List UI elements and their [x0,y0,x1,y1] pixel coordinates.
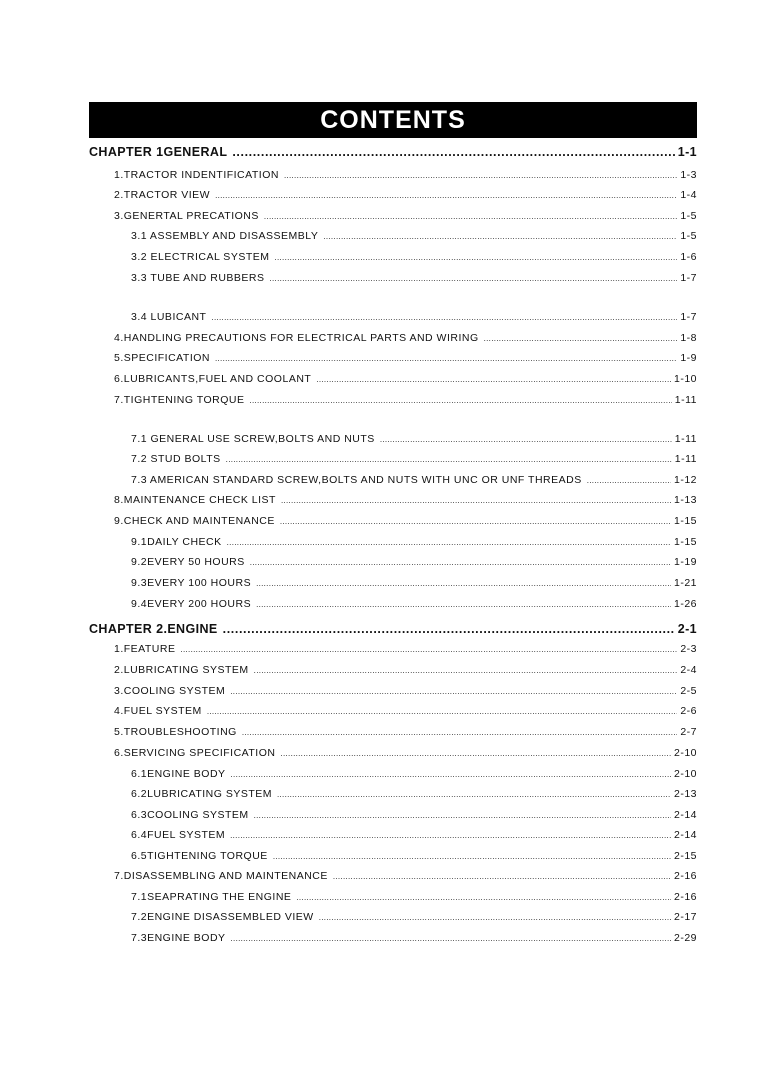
toc-entry[interactable] [114,394,697,406]
toc-entry-label: 8.MAINTENANCE CHECK LIST [114,494,276,506]
toc-entry[interactable] [131,536,697,548]
toc-entry-page: 2-14 [673,829,697,841]
dot-leader [274,253,677,262]
toc-entry[interactable] [131,474,697,486]
dot-leader [273,852,671,861]
dot-leader [180,645,677,654]
toc-entry-page: 1-11 [674,394,697,406]
toc-entry-label: 7.3ENGINE BODY [131,932,226,944]
dot-leader [231,770,671,779]
toc-entry-label: 6.4FUEL SYSTEM [131,829,226,841]
dot-leader [254,811,671,820]
dot-leader [323,232,677,241]
dot-leader [226,455,672,464]
toc-entry-page: 1-19 [673,556,697,568]
toc-entry[interactable] [131,829,697,841]
dot-leader [230,831,671,840]
toc-entry-label: 4.HANDLING PRECAUTIONS FOR ELECTRICAL PARTS AND WIRING [114,332,479,344]
toc-entry-label: 6.5TIGHTENING TORQUE [131,850,268,862]
toc-entry-label: 7.3 AMERICAN STANDARD SCREW,BOLTS AND NUTS WITH UNC OR UNF THREADS [131,474,582,486]
toc-entry-page: 2-1 [677,622,697,636]
toc-entry-label: 9.1DAILY CHECK [131,536,222,548]
toc-entry-page: 2-17 [673,911,697,923]
toc-entry-page: 2-3 [680,643,697,655]
dot-leader [256,600,671,609]
toc-entry-page: 1-13 [673,494,697,506]
toc-entry-label: 7.1 GENERAL USE SCREW,BOLTS AND NUTS [131,433,375,445]
toc-entry-page: 2-10 [673,768,697,780]
toc-entry[interactable] [131,453,697,465]
dot-leader [232,145,674,159]
toc-entry-label: 9.3EVERY 100 HOURS [131,577,252,589]
toc-entry[interactable] [131,891,697,903]
toc-entry-page: 1-5 [680,230,697,242]
dot-leader [231,934,671,943]
toc-entry[interactable] [114,643,697,655]
toc-entry-label: 9.CHECK AND MAINTENANCE [114,515,275,527]
dot-leader [254,666,678,675]
toc-entry-page: 2-14 [673,809,697,821]
toc-entry[interactable] [114,189,697,201]
toc-entry-page: 1-4 [680,189,697,201]
toc-entry[interactable] [131,911,697,923]
dot-leader [277,790,671,799]
toc-entry[interactable] [114,373,697,385]
toc-entry-label: 3.COOLING SYSTEM [114,685,226,697]
toc-entry-label: 2.LUBRICATING SYSTEM [114,664,249,676]
dot-leader [250,558,671,567]
toc-entry-label: 6.LUBRICANTS,FUEL AND COOLANT [114,373,312,385]
toc-entry-page: 1-12 [673,474,697,486]
toc-entry[interactable] [114,210,697,222]
toc-entry-label: 5.SPECIFICATION [114,352,210,364]
dot-leader [484,334,678,343]
dot-leader [270,274,678,283]
toc-entry[interactable] [131,556,697,568]
toc-entry-label: 7.1SEAPRATING THE ENGINE [131,891,292,903]
toc-entry-page: 2-7 [680,726,697,738]
toc-entry-label: 6.3COOLING SYSTEM [131,809,249,821]
toc-entry-page: 2-5 [680,685,697,697]
toc-entry[interactable] [131,577,697,589]
dot-leader [215,354,677,363]
toc-entry-page: 1-8 [680,332,697,344]
toc-entry-label: 6.1ENGINE BODY [131,768,226,780]
toc-entry[interactable] [131,598,697,610]
toc-entry-page: 1-3 [680,169,697,181]
dot-leader [319,913,671,922]
toc-entry-label: 3.GENERTAL PRECATIONS [114,210,259,222]
dot-leader [264,212,677,221]
toc-entry-label: 3.1 ASSEMBLY AND DISASSEMBLY [131,230,319,242]
toc-entry-label: 4.FUEL SYSTEM [114,705,202,717]
toc-entry-page: 1-11 [674,433,697,445]
dot-leader [230,687,677,696]
toc-chapter-entry[interactable] [89,145,697,159]
toc-entry[interactable] [114,726,697,738]
dot-leader [296,893,671,902]
toc-entry[interactable] [131,850,697,862]
toc-chapter-entry[interactable] [89,622,697,636]
toc-entry-page: 1-21 [673,577,697,589]
toc-entry-label: 7.2 STUD BOLTS [131,453,221,465]
toc-entry-page: 1-9 [680,352,697,364]
toc-entry-page: 2-29 [673,932,697,944]
toc-entry[interactable] [131,433,697,445]
toc-entry-page: 1-7 [680,272,697,284]
dot-leader [223,622,675,636]
toc-entry[interactable] [114,352,697,364]
dot-leader [211,313,677,322]
dot-leader [281,496,671,505]
toc-entry[interactable] [131,311,697,323]
toc-entry[interactable] [131,230,697,242]
toc-entry-label: 7.2ENGINE DISASSEMBLED VIEW [131,911,314,923]
toc-entry-page: 1-26 [673,598,697,610]
toc-entry-label: CHAPTER 2.ENGINE [89,622,218,636]
toc-entry-page: 1-10 [673,373,697,385]
toc-entry-page: 1-11 [674,453,697,465]
toc-entry[interactable] [131,251,697,263]
dot-leader [242,728,677,737]
dot-leader [316,375,671,384]
toc-entry-label: 5.TROUBLESHOOTING [114,726,237,738]
toc-entry-page: 1-5 [680,210,697,222]
toc-entry-label: 3.2 ELECTRICAL SYSTEM [131,251,270,263]
toc-entry-label: 2.TRACTOR VIEW [114,189,211,201]
toc-entry[interactable] [131,809,697,821]
dot-leader [215,191,677,200]
toc-entry[interactable] [114,747,697,759]
toc-entry[interactable] [131,788,697,800]
toc-entry[interactable] [131,272,697,284]
toc-entry-label: 1.TRACTOR INDENTIFICATION [114,169,279,181]
toc-entry-page: 1-7 [680,311,697,323]
toc-entry-label: 6.2LUBRICATING SYSTEM [131,788,273,800]
dot-leader [380,435,672,444]
toc-entry-page: 1-15 [673,536,697,548]
toc-entry-page: 2-10 [673,747,697,759]
toc-entry-page: 2-13 [673,788,697,800]
contents-title-bar [89,102,697,138]
toc-entry-page: 2-4 [680,664,697,676]
toc-entry-page: 1-1 [677,145,697,159]
page-title: CONTENTS [320,105,466,134]
dot-leader [333,872,671,881]
toc-entry[interactable] [131,932,697,944]
toc-entry-page: 2-15 [673,850,697,862]
toc-entry-label: 1.FEATURE [114,643,176,655]
toc-entry-label: 9.2EVERY 50 HOURS [131,556,245,568]
toc-entry-page: 2-6 [680,705,697,717]
toc-entry[interactable] [114,494,697,506]
toc-entry-label: 6.SERVICING SPECIFICATION [114,747,276,759]
toc-entry[interactable] [131,768,697,780]
dot-leader [227,538,671,547]
dot-leader [256,579,671,588]
toc-entry[interactable] [114,870,697,882]
toc-entry-page: 2-16 [673,870,697,882]
toc-entry[interactable] [114,705,697,717]
toc-entry[interactable] [114,515,697,527]
dot-leader [587,476,671,485]
toc-entry-label: 7.DISASSEMBLING AND MAINTENANCE [114,870,328,882]
toc-entry-label: 9.4EVERY 200 HOURS [131,598,252,610]
toc-entry-label: 3.4 LUBICANT [131,311,207,323]
toc-entry-page: 1-6 [680,251,697,263]
dot-leader [284,171,677,180]
toc-entry-page: 2-16 [673,891,697,903]
toc-entry[interactable] [114,685,697,697]
toc-entry[interactable] [114,664,697,676]
dot-leader [249,396,671,405]
toc-entry-label: 7.TIGHTENING TORQUE [114,394,245,406]
toc-entry-label: CHAPTER 1GENERAL [89,145,228,159]
toc-entry[interactable] [114,169,697,181]
toc-entry[interactable] [114,332,697,344]
dot-leader [207,707,678,716]
dot-leader [280,517,671,526]
toc-entry-page: 1-15 [673,515,697,527]
dot-leader [280,749,671,758]
toc-entry-label: 3.3 TUBE AND RUBBERS [131,272,265,284]
